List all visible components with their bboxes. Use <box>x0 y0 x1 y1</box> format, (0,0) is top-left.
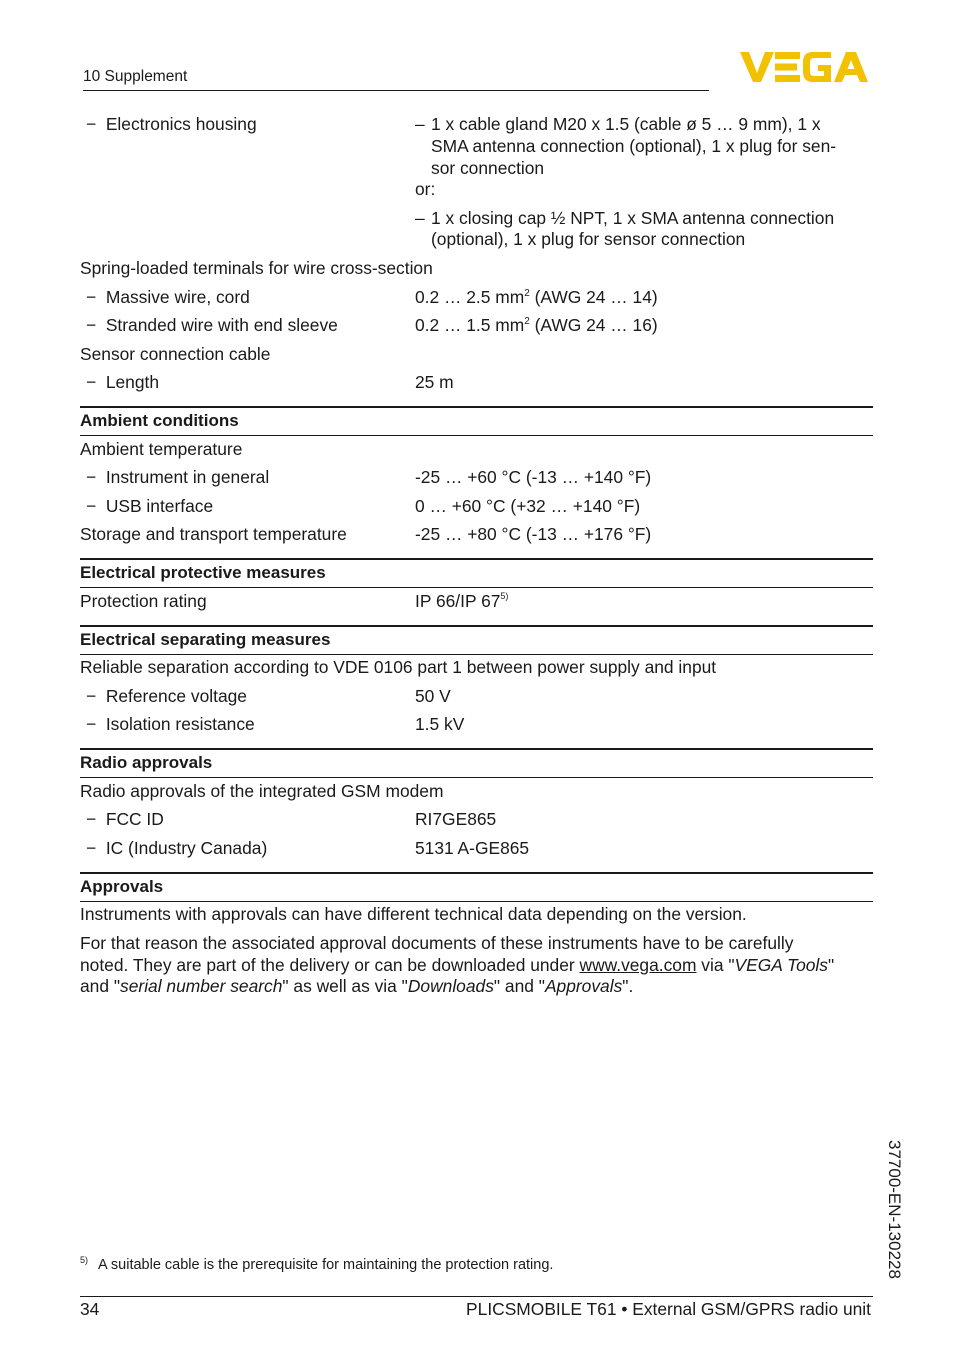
footer-title: PLICSMOBILE T61 • External GSM/GPRS radio unit <box>466 1299 871 1319</box>
footnote <box>80 1257 553 1273</box>
section-rule <box>80 625 873 627</box>
text-part: noted. They are part of the delivery or can be downloaded under <box>80 955 580 975</box>
dash: − <box>86 809 97 829</box>
footnote-mark: 5) <box>80 1255 89 1265</box>
massive-wire-row <box>86 287 250 308</box>
fcc-value: RI7GE865 <box>415 809 497 829</box>
vega-website-link[interactable]: www.vega.com <box>579 955 697 975</box>
spring-terminals-heading: Spring-loaded terminals for wire cross-section <box>80 258 433 278</box>
section-rule <box>80 435 873 436</box>
dash: − <box>86 315 97 335</box>
dash: − <box>86 372 97 392</box>
dash: − <box>86 838 97 858</box>
header-rule <box>83 90 709 91</box>
length-row <box>86 372 159 393</box>
sensor-cable-heading: Sensor connection cable <box>80 344 271 364</box>
storage-label: Storage and transport temperature <box>80 524 347 544</box>
usb-label: USB interface <box>105 496 214 516</box>
usb-value: 0 … +60 °C (+32 … +140 °F) <box>415 496 641 516</box>
page-number: 34 <box>80 1299 100 1319</box>
electronics-housing-option1-line2: SMA antenna connection (optional), 1 x plug for sen- <box>431 136 837 156</box>
massive-wire-value <box>415 287 658 308</box>
superscript: 2 <box>524 316 530 327</box>
electronics-housing-option2-line1: 1 x closing cap ½ NPT, 1 x SMA antenna connection <box>431 208 835 228</box>
footnote-ref: 5) <box>500 591 509 601</box>
section-rule <box>80 587 873 588</box>
instrument-value: -25 … +60 °C (-13 … +140 °F) <box>415 467 652 487</box>
dash: − <box>86 467 97 487</box>
text-part: " and " <box>493 976 545 996</box>
ic-value: 5131 A-GE865 <box>415 838 530 858</box>
value-part: (AWG 24 … 16) <box>529 315 658 335</box>
length-label: Length <box>105 372 160 392</box>
section-rule <box>80 654 873 655</box>
isolation-resistance-label: Isolation resistance <box>105 714 255 734</box>
length-value: 25 m <box>415 372 454 392</box>
value-part: 0.2 … 1.5 mm <box>415 315 525 335</box>
dash: − <box>86 686 97 706</box>
reference-voltage-value: 50 V <box>415 686 451 706</box>
separation-description: Reliable separation according to VDE 0106 part 1 between power supply and input <box>80 657 717 677</box>
document-code: 37700-EN-130228 <box>885 1140 904 1279</box>
footer-rule <box>80 1296 873 1297</box>
ambient-conditions-title: Ambient conditions <box>80 411 239 430</box>
approvals-paragraph-2-line1: For that reason the associated approval documents of these instruments have to be carefully <box>80 933 794 953</box>
italic-term: serial number search <box>120 976 283 996</box>
footnote-text: A suitable cable is the prerequisite for maintaining the protection rating. <box>98 1257 554 1273</box>
protective-measures-title: Electrical protective measures <box>80 563 326 582</box>
dash: − <box>86 714 97 734</box>
text-part: ". <box>622 976 634 996</box>
text-part: " as well as via " <box>282 976 408 996</box>
section-rule <box>80 558 873 560</box>
protection-rating-value <box>415 591 508 612</box>
instrument-label: Instrument in general <box>105 467 270 487</box>
massive-wire-label: Massive wire, cord <box>105 287 250 307</box>
isolation-resistance-value: 1.5 kV <box>415 714 465 734</box>
dash: − <box>86 114 97 134</box>
or-label: or: <box>415 179 436 199</box>
electronics-housing-label: Electronics housing <box>105 114 257 134</box>
reference-voltage-row <box>86 686 247 707</box>
fcc-label: FCC ID <box>105 809 164 829</box>
stranded-wire-row <box>86 315 338 336</box>
protection-rating-label: Protection rating <box>80 591 207 611</box>
reference-voltage-label: Reference voltage <box>105 686 247 706</box>
section-rule <box>80 748 873 750</box>
en-dash: – <box>415 114 425 134</box>
usb-row <box>86 496 213 517</box>
dash: − <box>86 496 97 516</box>
approvals-paragraph-2-line2 <box>80 955 834 976</box>
stranded-wire-label: Stranded wire with end sleeve <box>105 315 338 335</box>
text-part: via " <box>696 955 735 975</box>
approvals-paragraph-2-line3 <box>80 976 633 997</box>
separating-measures-title: Electrical separating measures <box>80 630 331 649</box>
superscript: 2 <box>524 288 530 299</box>
section-rule <box>80 872 873 874</box>
value-part: IP 66/IP 67 <box>415 591 501 611</box>
stranded-wire-value <box>415 315 658 336</box>
section-rule <box>80 406 873 408</box>
approvals-paragraph-1: Instruments with approvals can have different technical data depending on the version. <box>80 904 747 924</box>
en-dash: – <box>415 208 425 228</box>
radio-approvals-title: Radio approvals <box>80 753 213 772</box>
instrument-row <box>86 467 269 488</box>
italic-term: Downloads <box>407 976 494 996</box>
approvals-title: Approvals <box>80 877 164 896</box>
italic-term: Approvals <box>544 976 623 996</box>
text-part: and " <box>80 976 121 996</box>
ambient-temp-heading: Ambient temperature <box>80 439 243 459</box>
ic-label: IC (Industry Canada) <box>105 838 268 858</box>
electronics-housing-row <box>86 114 257 135</box>
storage-value: -25 … +80 °C (-13 … +176 °F) <box>415 524 652 544</box>
vega-logo <box>740 50 872 84</box>
value-part: (AWG 24 … 14) <box>529 287 658 307</box>
ic-row <box>86 838 267 859</box>
electronics-housing-option1-line1: 1 x cable gland M20 x 1.5 (cable ø 5 … 9 mm), 1 x <box>431 114 821 134</box>
electronics-housing-option2-line2: (optional), 1 x plug for sensor connection <box>431 229 746 249</box>
fcc-row <box>86 809 164 830</box>
italic-term: VEGA Tools <box>734 955 828 975</box>
value-part: 0.2 … 2.5 mm <box>415 287 525 307</box>
radio-approvals-description: Radio approvals of the integrated GSM modem <box>80 781 444 801</box>
dash: − <box>86 287 97 307</box>
section-rule <box>80 901 873 902</box>
text-part: " <box>828 955 835 975</box>
section-rule <box>80 777 873 778</box>
electronics-housing-option1-line3: sor connection <box>431 158 545 178</box>
isolation-resistance-row <box>86 714 255 735</box>
running-header: 10 Supplement <box>83 68 188 85</box>
